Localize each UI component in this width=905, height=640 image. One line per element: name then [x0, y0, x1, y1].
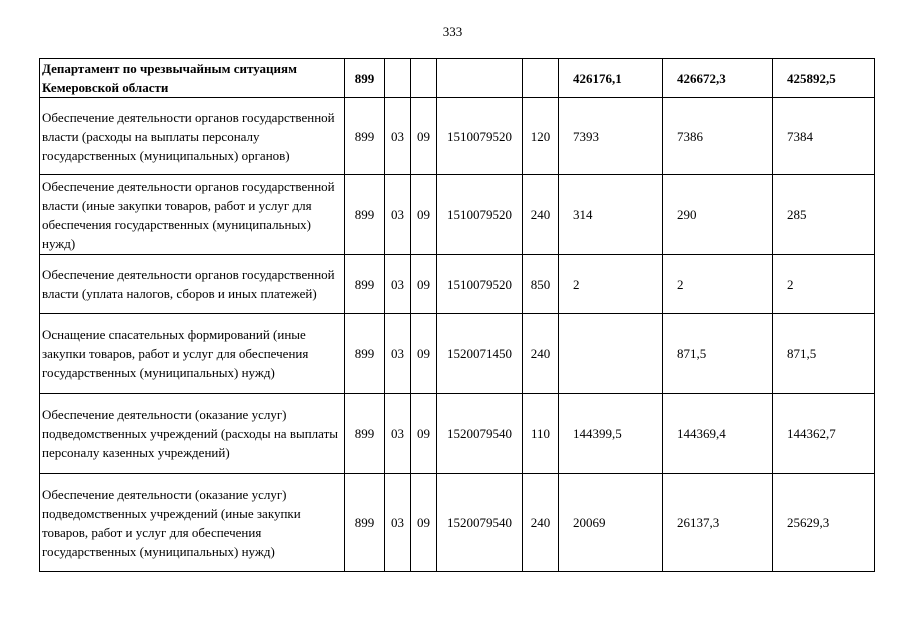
expense-type-code: 240 [523, 474, 559, 572]
table-row [40, 98, 875, 175]
budget-table [39, 58, 875, 572]
amount-3: 285 [773, 175, 875, 255]
amount-2: 290 [663, 175, 773, 255]
target-article-code: 1520071450 [437, 314, 523, 394]
ministry-code: 899 [345, 59, 385, 98]
amount-3: 25629,3 [773, 474, 875, 572]
amount-2: 2 [663, 255, 773, 314]
subsection-code: 09 [411, 255, 437, 314]
expense-name: Обеспечение деятельности (оказание услуг) подведомственных учреждений (иные закупки товаров, работ и услуг для обеспечения государственных (муниципальных) нужд) [40, 474, 345, 572]
section-code: 03 [385, 175, 411, 255]
expense-type-code: 120 [523, 98, 559, 175]
target-article-code: 1520079540 [437, 394, 523, 474]
amount-3: 144362,7 [773, 394, 875, 474]
amount-2: 144369,4 [663, 394, 773, 474]
expense-name: Обеспечение деятельности органов государственной власти (иные закупки товаров, работ и услуг для обеспечения государственных (муниципальных) нужд) [40, 175, 345, 255]
subsection-code: 09 [411, 98, 437, 175]
ministry-code: 899 [345, 175, 385, 255]
section-code: 03 [385, 255, 411, 314]
expense-type-code: 240 [523, 175, 559, 255]
subsection-code: 09 [411, 394, 437, 474]
target-article-code [437, 59, 523, 98]
subsection-code [411, 59, 437, 98]
target-article-code: 1510079520 [437, 175, 523, 255]
department-name: Департамент по чрезвычайным ситуациям Кемеровской области [40, 59, 345, 98]
department-header-row [40, 59, 875, 98]
department-amount-3: 425892,5 [773, 59, 875, 98]
amount-1: 7393 [559, 98, 663, 175]
subsection-code: 09 [411, 175, 437, 255]
expense-name: Обеспечение деятельности (оказание услуг) подведомственных учреждений (расходы на выплаты персоналу казенных учреждений) [40, 394, 345, 474]
subsection-code: 09 [411, 314, 437, 394]
page-number: 333 [442, 24, 463, 39]
expense-name: Обеспечение деятельности органов государственной власти (расходы на выплаты персоналу государственных (муниципальных) органов) [40, 98, 345, 175]
expense-type-code: 850 [523, 255, 559, 314]
amount-2: 871,5 [663, 314, 773, 394]
table-row [40, 175, 875, 255]
section-code [385, 59, 411, 98]
table-row [40, 474, 875, 572]
amount-1: 2 [559, 255, 663, 314]
ministry-code: 899 [345, 474, 385, 572]
amount-3: 2 [773, 255, 875, 314]
expense-type-code: 110 [523, 394, 559, 474]
amount-2: 7386 [663, 98, 773, 175]
table-row [40, 314, 875, 394]
table-row [40, 255, 875, 314]
ministry-code: 899 [345, 255, 385, 314]
expense-name: Оснащение спасательных формирований (иные закупки товаров, работ и услуг для обеспечения государственных (муниципальных) нужд) [40, 314, 345, 394]
target-article-code: 1520079540 [437, 474, 523, 572]
target-article-code: 1510079520 [437, 98, 523, 175]
subsection-code: 09 [411, 474, 437, 572]
target-article-code: 1510079520 [437, 255, 523, 314]
section-code: 03 [385, 474, 411, 572]
expense-type-code [523, 59, 559, 98]
department-amount-1: 426176,1 [559, 59, 663, 98]
table-row [40, 394, 875, 474]
department-amount-2: 426672,3 [663, 59, 773, 98]
expense-name: Обеспечение деятельности органов государственной власти (уплата налогов, сборов и иных платежей) [40, 255, 345, 314]
amount-3: 871,5 [773, 314, 875, 394]
amount-1 [559, 314, 663, 394]
ministry-code: 899 [345, 98, 385, 175]
amount-1: 20069 [559, 474, 663, 572]
amount-1: 314 [559, 175, 663, 255]
section-code: 03 [385, 394, 411, 474]
amount-2: 26137,3 [663, 474, 773, 572]
section-code: 03 [385, 98, 411, 175]
ministry-code: 899 [345, 394, 385, 474]
amount-1: 144399,5 [559, 394, 663, 474]
section-code: 03 [385, 314, 411, 394]
ministry-code: 899 [345, 314, 385, 394]
expense-type-code: 240 [523, 314, 559, 394]
amount-3: 7384 [773, 98, 875, 175]
